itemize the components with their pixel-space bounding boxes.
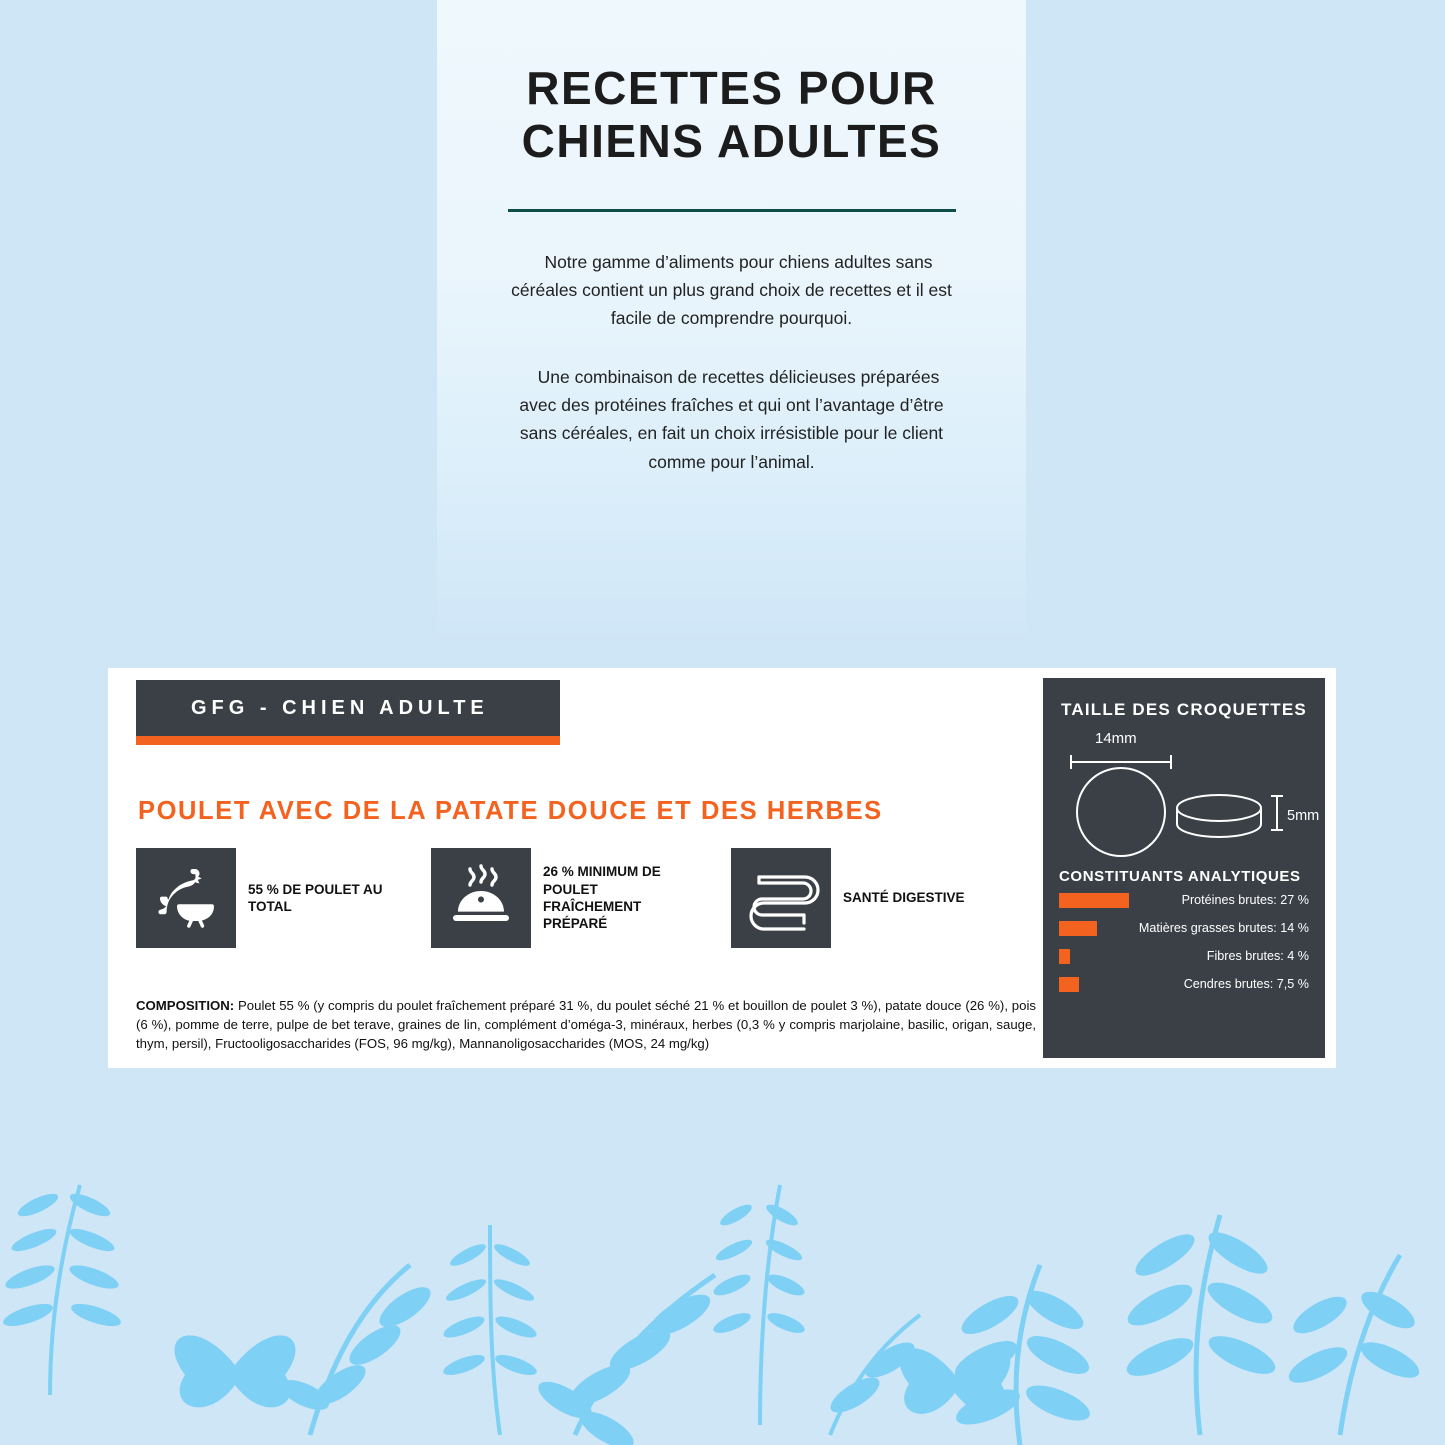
analytic-row: [1059, 915, 1309, 941]
analytic-row: [1059, 943, 1309, 969]
background-foliage-decoration: [0, 1125, 1445, 1445]
title-divider: [508, 209, 956, 212]
kibble-thickness-label: 5mm: [1287, 808, 1320, 824]
range-label-text: GFG - CHIEN ADULTE: [191, 696, 489, 719]
analytic-bar: [1059, 949, 1070, 964]
analytics-title: CONSTITUANTS ANALYTIQUES: [1059, 868, 1301, 885]
kibble-and-analytics-panel: [1043, 678, 1325, 1058]
feature-item: [731, 848, 993, 948]
composition-body: Poulet 55 % (y compris du poulet fraîchement préparé 31 %, du poulet séché 21 % et bouillon de poulet 3 %), patate douce (26 %), pois (6 %), pomme de terre, pulpe de bet terave, graines de lin, complément d’oméga-3, minéraux, herbes (0,3 % y compris marjolaine, basilic, origan, sauge, thym, persil), Fructooligosaccharides (FOS, 96 mg/kg), Mannanoligosaccharides (MOS, 24 mg/kg): [136, 998, 1036, 1052]
kibble-shapes: [1059, 730, 1309, 862]
analytic-bar: [1059, 921, 1097, 936]
analytic-label: Matières grasses brutes: 14 %: [1138, 921, 1309, 935]
feature-list: [136, 848, 1036, 958]
feature-item: [136, 848, 398, 948]
chicken-icon: [136, 848, 236, 948]
kibble-size-title: TAILLE DES CROQUETTES: [1061, 700, 1307, 719]
analytic-label: Fibres brutes: 4 %: [1206, 949, 1309, 963]
analytic-label: Cendres brutes: 7,5 %: [1183, 977, 1309, 991]
page-title-line-2: CHIENS ADULTES: [521, 115, 942, 168]
product-card: [108, 668, 1336, 1068]
composition-text: [136, 996, 1036, 1053]
kibble-diameter-label: 14mm: [1095, 730, 1137, 747]
range-label-accent-bar: [136, 736, 560, 745]
feature-label: 26 % MINIMUM DE POULET FRAÎCHEMENT PRÉPARÉ: [543, 864, 661, 932]
analytic-bar: [1059, 893, 1129, 908]
range-label-badge: [136, 680, 560, 736]
hero-paragraph-2: Une combinaison de recettes délicieuses préparées avec des protéines fraîches et qui ont l’avantage d’être sans céréales, en fait un choix irrésistible pour le client comme pour l’animal.: [519, 366, 944, 472]
feature-label: 55 % DE POULET AU TOTAL: [248, 881, 383, 914]
cloche-steam-icon: [431, 848, 531, 948]
analytic-row: [1059, 887, 1309, 913]
analytic-bar: [1059, 977, 1079, 992]
page-title-line-1: RECETTES POUR: [526, 62, 937, 114]
feature-item: [431, 848, 693, 948]
page-title: [483, 62, 980, 169]
kibble-diagram: [1059, 730, 1320, 862]
feature-label: SANTÉ DIGESTIVE: [843, 890, 965, 906]
intestine-icon: [731, 848, 831, 948]
hero-paragraph-1: Notre gamme d’aliments pour chiens adultes sans céréales contient un plus grand choix de recettes et il est facile de comprendre pourquoi.: [511, 251, 952, 329]
product-title: POULET AVEC DE LA PATATE DOUCE ET DES HERBES: [138, 797, 883, 826]
composition-label: COMPOSITION:: [136, 998, 235, 1014]
analytic-row: [1059, 971, 1309, 997]
hero-panel: [437, 0, 1026, 648]
analytic-label: Protéines brutes: 27 %: [1181, 893, 1309, 907]
